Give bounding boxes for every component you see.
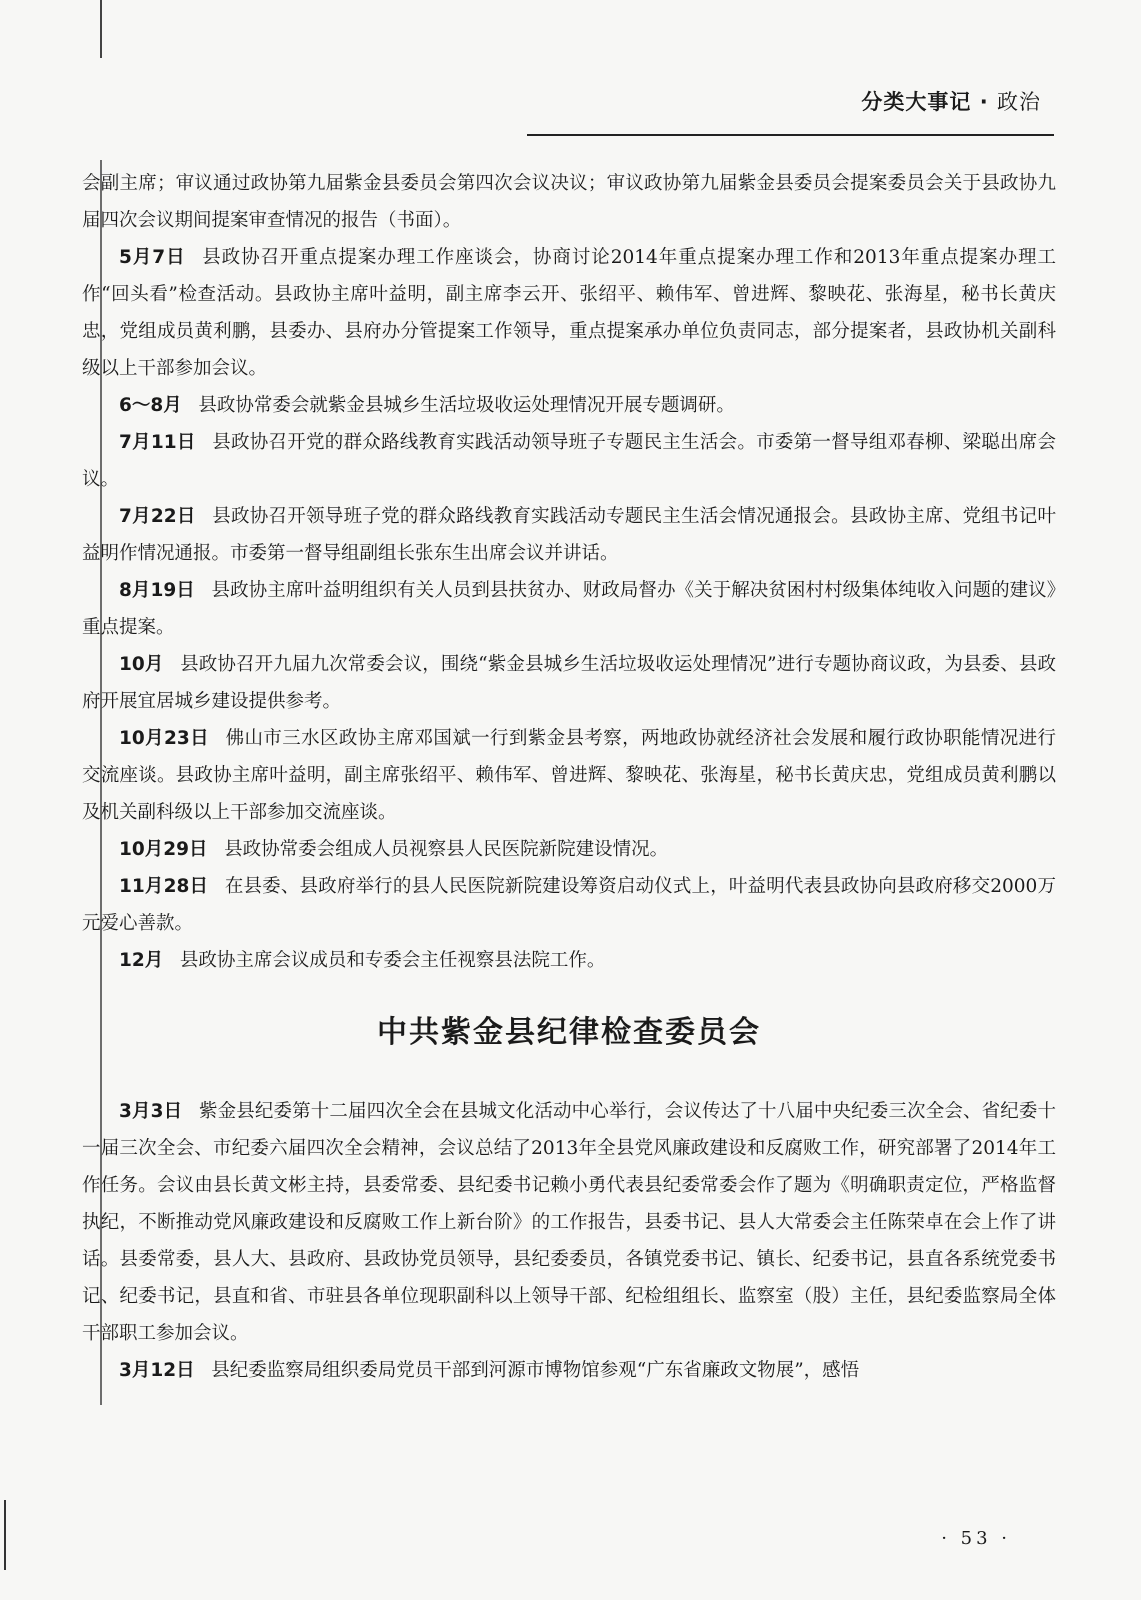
entry-date: 5月7日	[119, 247, 186, 268]
entry-text: 县政协常委会就紫金县城乡生活垃圾收运处理情况开展专题调研。	[198, 395, 735, 416]
entry-text: 佛山市三水区政协主席邓国斌一行到紫金县考察，两地政协就经济社会发展和履行政协职能情况进行交流座谈。县政协主席叶益明，副主席张绍平、赖伟军、曾进辉、黎映花、张海星，秘书长黄庆忠，党组成员黄利鹏以及机关副科级以上干部参加交流座谈。	[82, 728, 1056, 823]
entry-paragraph	[82, 646, 1056, 720]
entry-paragraph	[82, 831, 1056, 868]
entry-text: 县政协主席会议成员和专委会主任视察县法院工作。	[179, 950, 606, 971]
page-number: · 53 ·	[941, 1528, 1011, 1549]
entry-date: 7月22日	[119, 506, 196, 527]
entry-text: 会副主席；审议通过政协第九届紫金县委员会第四次会议决议；审议政协第九届紫金县委员会提案委员会关于县政协九届四次会议期间提案审查情况的报告（书面）。	[82, 173, 1056, 231]
entry-date: 12月	[119, 950, 164, 971]
entry-text: 县纪委监察局组织委局党员干部到河源市博物馆参观“广东省廉政文物展”，感悟	[211, 1360, 860, 1381]
entry-paragraph	[82, 1093, 1056, 1352]
entry-date: 11月28日	[119, 876, 209, 897]
entry-text: 县政协主席叶益明组织有关人员到县扶贫办、财政局督办《关于解决贫困村村级集体纯收入问题的建议》重点提案。	[82, 580, 1056, 638]
header-subtitle: 政治	[997, 90, 1041, 114]
entry-text: 在县委、县政府举行的县人民医院新院建设筹资启动仪式上，叶益明代表县政协向县政府移交2000万元爱心善款。	[82, 876, 1056, 934]
entry-paragraph	[82, 387, 1056, 424]
entry-text: 县政协召开领导班子党的群众路线教育实践活动专题民主生活会情况通报会。县政协主席、党组书记叶益明作情况通报。市委第一督导组副组长张东生出席会议并讲话。	[82, 506, 1056, 564]
entry-date: 10月23日	[119, 728, 210, 749]
entry-date: 10月	[119, 654, 164, 675]
entry-paragraph	[82, 498, 1056, 572]
section-title: 中共紫金县纪律检查委员会	[377, 1015, 761, 1050]
entry-paragraph	[82, 424, 1056, 498]
entry-paragraph	[82, 868, 1056, 942]
entry-date: 3月12日	[119, 1360, 195, 1381]
entry-paragraph	[82, 239, 1056, 387]
page-body	[82, 165, 1056, 1389]
entry-text: 县政协召开党的群众路线教育实践活动领导班子专题民主生活会。市委第一督导组邓春柳、梁聪出席会议。	[82, 432, 1056, 490]
entry-text: 县政协常委会组成人员视察县人民医院新院建设情况。	[224, 839, 669, 860]
entry-date: 8月19日	[119, 580, 195, 601]
entry-date: 3月3日	[119, 1101, 183, 1122]
header-title: 分类大事记	[861, 90, 972, 114]
entry-paragraph	[82, 572, 1056, 646]
entries-bottom	[82, 1093, 1056, 1389]
entry-date: 7月11日	[119, 432, 196, 453]
entry-text: 县政协召开九届九次常委会议，围绕“紫金县城乡生活垃圾收运处理情况”进行专题协商议政，为县委、县政府开展宜居城乡建设提供参考。	[82, 654, 1056, 712]
entry-text: 县政协召开重点提案办理工作座谈会，协商讨论2014年重点提案办理工作和2013年重点提案办理工作“回头看”检查活动。县政协主席叶益明，副主席李云开、张绍平、赖伟军、曾进辉、黎映花、张海星，秘书长黄庆忠，党组成员黄利鹏，县委办、县府办分管提案工作领导，重点提案承办单位负责同志，部分提案者，县政协机关副科级以上干部参加会议。	[82, 247, 1056, 379]
entry-paragraph	[82, 942, 1056, 979]
entry-date: 6～8月	[119, 395, 182, 416]
entry-date: 10月29日	[119, 839, 208, 860]
entries-top	[82, 165, 1056, 979]
scan-edge-top	[100, 0, 102, 58]
entry-paragraph	[82, 165, 1056, 239]
entry-text: 紫金县纪委第十二届四次全会在县城文化活动中心举行，会议传达了十八届中央纪委三次全会、省纪委十一届三次全会、市纪委六届四次全会精神，会议总结了2013年全县党风廉政建设和反腐败工作，研究部署了2014年工作任务。会议由县长黄文彬主持，县委常委、县纪委书记赖小勇代表县纪委常委会作了题为《明确职责定位，严格监督执纪，不断推动党风廉政建设和反腐败工作上新台阶》的工作报告，县委书记、县人大常委会主任陈荣卓在会上作了讲话。县委常委，县人大、县政府、县政协党员领导，县纪委委员，各镇党委书记、镇长、纪委书记，县直各系统党委书记、纪委书记，县直和省、市驻县各单位现职副科以上领导干部、纪检组组长、监察室（股）主任，县纪委监察局全体干部职工参加会议。	[82, 1101, 1056, 1344]
scan-edge-mark	[4, 1500, 6, 1570]
running-header	[861, 86, 1041, 116]
header-rule	[527, 134, 1054, 136]
header-separator: ·	[979, 90, 989, 114]
entry-paragraph	[82, 1352, 1056, 1389]
entry-paragraph	[82, 720, 1056, 831]
